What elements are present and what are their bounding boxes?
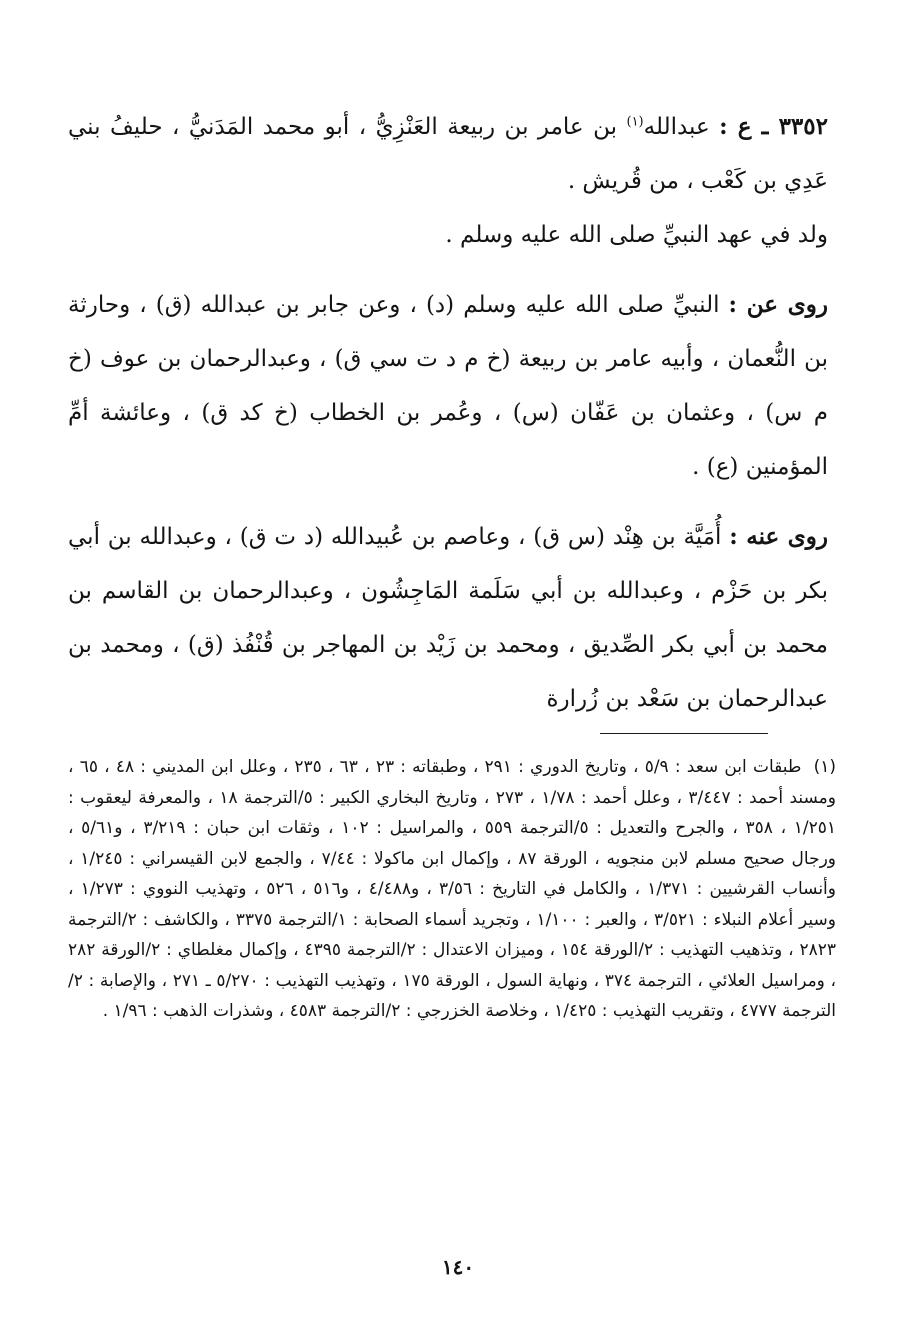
paragraph-gap	[68, 262, 828, 278]
footnote-marker: (١)	[813, 757, 837, 777]
footnote-reference: (١)	[626, 114, 644, 130]
footnote-text: طبقات ابن سعد : ٥/٩ ، وتاريخ الدوري : ٢٩١ ، وطبقاته : ٢٣ ، ٦٣ ، ٢٣٥ ، وعلل ابن المديني : ٤٨ ، ٦٥ ، ومسند أحمد : ٣/٤٤٧ ، وعلل أحمد : ١/٧٨ ، ٢٧٣ ، وتاريخ البخاري الكبير : ٥/الترجمة ١٨ ، والمعرفة ليعقوب : ١/٢٥١ ، ٣٥٨ ، والجرح والتعديل : ٥/الترجمة ٥٥٩ ، والمراسيل : ١٠٢ ، وثقات ابن حبان : ٣/٢١٩ ، و٥/٦١ ، ورجال صحيح مسلم لابن منجويه ، الورقة ٨٧ ، وإكمال ابن ماكولا : ٧/٤٤ ، والجمع لابن القيسراني : ١/٢٤٥ ، وأنساب القرشيين : ١/٣٧١ ، والكامل في التاريخ : ٣/٥٦ ، و٤/٤٨٨ ، و٥١٦ ، ٥٢٦ ، وتهذيب النووي : ١/٢٧٣ ، وسير أعلام النبلاء : ٣/٥٢١ ، والعبر : ١/١٠٠ ، وتجريد أسماء الصحابة : ١/الترجمة ٣٣٧٥ ، والكاشف : ٢/الترجمة ٢٨٢٣ ، وتذهيب التهذيب : ٢/الورقة ١٥٤ ، وميزان الاعتدال : ٢/الترجمة ٤٣٩٥ ، وإكمال مغلطاي : ٢/الورقة ٢٨٢ ، ومراسيل العلائي ، الترجمة ٣٧٤ ، ونهاية السول ، الورقة ١٧٥ ، وتهذيب التهذيب : ٥/٢٧٠ ـ ٢٧١ ، والإصابة : ٢/الترجمة ٤٧٧٧ ، وتقريب التهذيب : ١/٤٢٥ ، وخلاصة الخزرجي : ٢/الترجمة ٤٥٨٣ ، وشذرات الذهب : ١/٩٦ .	[68, 757, 837, 1021]
birth-text: ولد في عهد النبيِّ صلى الله عليه وسلم .	[445, 222, 828, 248]
narrated-by-label: روى عنه :	[729, 523, 829, 550]
entry-name: عبدالله	[643, 114, 710, 140]
footnote-separator	[600, 733, 768, 734]
biography-entry	[68, 100, 828, 726]
entry-lineage: بن عامر بن ربيعة العَنْزِيُّ ، أبو محمد المَدَنيُّ ، حليفُ بني عَدِي بن كَعْب ، من قُريش .	[68, 114, 828, 194]
narrated-by-paragraph	[68, 510, 828, 726]
page-number: ١٤٠	[441, 1255, 475, 1279]
footnote-1	[68, 752, 836, 1027]
entry-heading-paragraph	[68, 100, 828, 208]
narrated-from-label: روى عن :	[728, 291, 828, 318]
birth-paragraph	[68, 208, 828, 262]
entry-number: ٣٣٥٢ ـ ع :	[719, 113, 828, 140]
footnotes	[68, 752, 836, 1027]
narrated-from-paragraph	[68, 278, 828, 494]
narrated-from-text: النبيِّ صلى الله عليه وسلم (د) ، وعن جابر بن عبدالله (ق) ، وحارثة بن النُّعمان ، وأبيه عامر بن ربيعة (خ م د ت سي ق) ، وعبدالرحمان بن عوف (خ م س) ، وعثمان بن عَفّان (س) ، وعُمر بن الخطاب (خ كد ق) ، وعائشة أمِّ المؤمنين (ع) .	[68, 292, 828, 480]
narrated-by-text: أُمَيَّة بن هِنْد (س ق) ، وعاصم بن عُبيدالله (د ت ق) ، وعبدالله بن أبي بكر بن حَزْم ، وعبدالله بن أبي سَلَمة المَاجِشُون ، وعبدالرحمان بن القاسم بن محمد بن أبي بكر الصِّديق ، ومحمد بن زَيْد بن المهاجر بن قُنْفُذ (ق) ، ومحمد بن عبدالرحمان بن سَعْد بن زُرارة	[68, 524, 828, 712]
paragraph-gap	[68, 494, 828, 510]
